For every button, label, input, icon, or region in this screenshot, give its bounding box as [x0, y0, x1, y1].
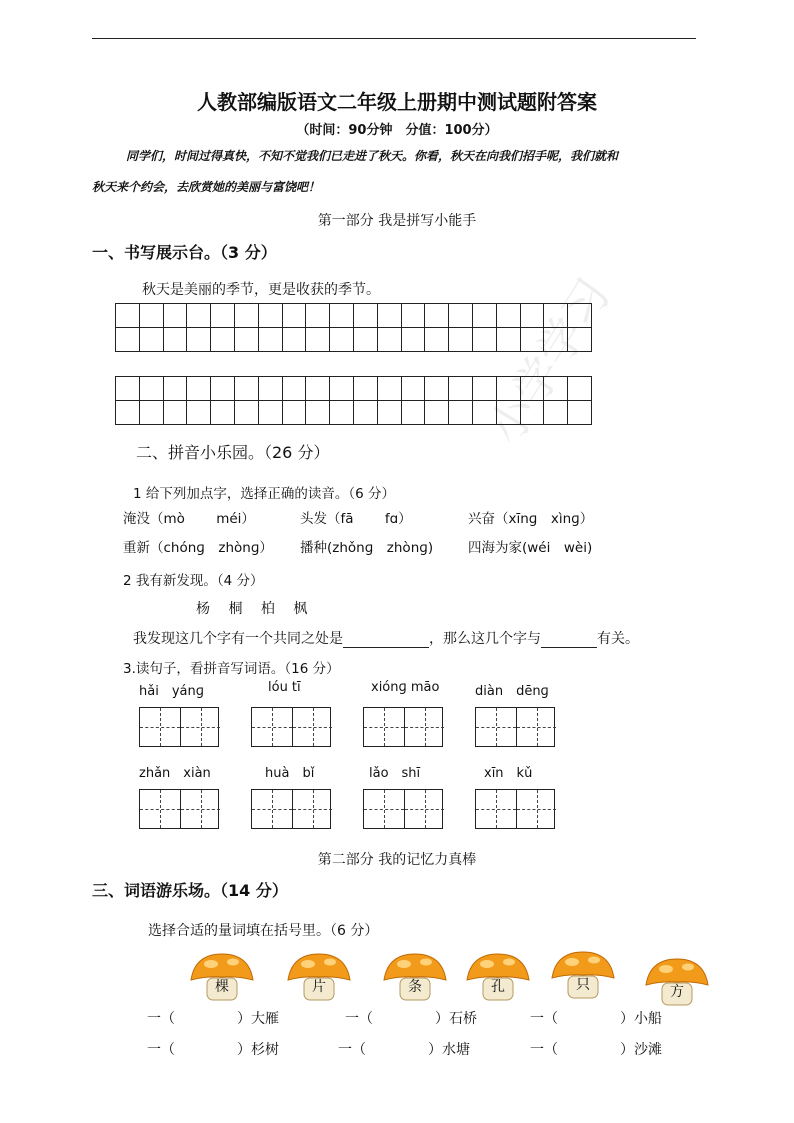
fill-noun: 石桥 — [449, 1011, 477, 1027]
pinyin-label: zhǎn xiàn — [139, 766, 211, 781]
mushroom-word-card — [187, 950, 257, 1002]
q1-title: 1 给下列加点字，选择正确的读音。（6 分） — [133, 486, 396, 502]
tianzige-box[interactable] — [363, 789, 443, 829]
tianzige-box[interactable] — [251, 707, 331, 747]
pinyin-label: hǎi yánɡ — [139, 684, 204, 699]
copy-sentence: 秋天是美丽的季节，更是收获的季节。 — [142, 282, 380, 298]
q1-item: 播种(zhǒnɡ zhònɡ) — [300, 540, 434, 556]
exam-info: （时间：90分钟 分值：100分） — [296, 123, 498, 138]
fill-item — [530, 1008, 662, 1028]
part-2-title: 第二部分 我的记忆力真棒 — [317, 852, 477, 868]
answer-blank-2[interactable] — [541, 631, 597, 648]
writing-grid-1[interactable] — [115, 303, 592, 352]
fill-item — [338, 1039, 470, 1059]
fill-prefix: 一（ — [530, 1042, 558, 1058]
mushroom-word-card — [463, 950, 533, 1002]
q1-item: 四海为家(wéi wèi) — [468, 540, 593, 556]
fill-suffix: ） — [237, 1011, 251, 1027]
q2-sentence-b: ，那么这几个字与 — [429, 631, 541, 647]
q2-title: 2 我有新发现。（4 分） — [123, 573, 264, 589]
tianzige-box[interactable] — [363, 707, 443, 747]
measure-word: 孔 — [491, 979, 505, 995]
pinyin-label: xiónɡ māo — [371, 680, 440, 695]
tianzige-box[interactable] — [251, 789, 331, 829]
pinyin-label: diàn dēnɡ — [475, 684, 549, 699]
fill-prefix: 一（ — [147, 1011, 175, 1027]
intro-line-1: 同学们，时间过得真快，不知不觉我们已走进了秋天。你看，秋天在向我们招手呢，我们就和 — [126, 149, 619, 163]
fill-item — [147, 1039, 279, 1059]
pinyin-label: lóu tī — [268, 680, 301, 695]
intro-line-2: 秋天来个约会，去欣赏她的美丽与富饶吧！ — [92, 180, 321, 194]
fill-suffix: ） — [620, 1042, 634, 1058]
mushroom-word-card — [548, 948, 618, 1000]
section-3-instruction: 选择合适的量词填在括号里。（6 分） — [148, 923, 379, 939]
q1-item: 重新（chónɡ zhònɡ） — [123, 540, 273, 556]
tianzige-box[interactable] — [475, 707, 555, 747]
tianzige-box[interactable] — [139, 707, 219, 747]
fill-prefix: 一（ — [345, 1011, 373, 1027]
mushroom-word-card — [642, 955, 712, 1007]
measure-word: 条 — [408, 979, 422, 995]
mushroom-word-card — [284, 950, 354, 1002]
measure-word: 只 — [576, 977, 590, 993]
fill-noun: 杉树 — [251, 1042, 279, 1058]
fill-prefix: 一（ — [530, 1011, 558, 1027]
measure-word: 方 — [670, 984, 684, 1000]
q2-sentence — [133, 628, 639, 648]
q2-sentence-a: 我发现这几个字有一个共同之处是 — [133, 631, 343, 647]
q1-item: 淹没（mò méi） — [123, 511, 255, 527]
q2-characters: 杨 桐 柏 枫 — [196, 601, 308, 617]
fill-noun: 大雁 — [251, 1011, 279, 1027]
header-rule — [92, 38, 696, 39]
page-title: 人教部编版语文二年级上册期中测试题附答案 — [197, 90, 597, 114]
fill-prefix: 一（ — [338, 1042, 366, 1058]
section-3-heading: 三、词语游乐场。（14 分） — [92, 881, 288, 900]
pinyin-label: lǎo shī — [369, 766, 421, 781]
fill-suffix: ） — [237, 1042, 251, 1058]
tianzige-box[interactable] — [139, 789, 219, 829]
fill-suffix: ） — [428, 1042, 442, 1058]
q3-title: 3.读句子，看拼音写词语。（16 分） — [123, 661, 340, 677]
fill-prefix: 一（ — [147, 1042, 175, 1058]
fill-item — [530, 1039, 662, 1059]
section-2-heading: 二、拼音小乐园。（26 分） — [136, 443, 330, 462]
answer-blank-1[interactable] — [343, 631, 429, 648]
q2-sentence-c: 有关。 — [597, 631, 639, 647]
measure-word: 片 — [312, 979, 326, 995]
measure-word: 棵 — [215, 979, 229, 995]
pinyin-label: huà bǐ — [265, 766, 315, 781]
fill-suffix: ） — [620, 1011, 634, 1027]
writing-grid-2[interactable] — [115, 376, 592, 425]
pinyin-label: xīn kǔ — [484, 766, 533, 781]
mushroom-word-card — [380, 950, 450, 1002]
fill-item — [147, 1008, 279, 1028]
fill-noun: 水塘 — [442, 1042, 470, 1058]
fill-noun: 小船 — [634, 1011, 662, 1027]
fill-noun: 沙滩 — [634, 1042, 662, 1058]
watermark: 小学学习 — [477, 268, 621, 454]
tianzige-box[interactable] — [475, 789, 555, 829]
section-1-heading: 一、书写展示台。（3 分） — [92, 243, 277, 262]
q1-item: 头发（fā fɑ） — [300, 511, 412, 527]
part-1-title: 第一部分 我是拼写小能手 — [317, 213, 477, 229]
fill-suffix: ） — [435, 1011, 449, 1027]
q1-item: 兴奋（xīnɡ xìnɡ） — [468, 511, 594, 527]
fill-item — [345, 1008, 477, 1028]
